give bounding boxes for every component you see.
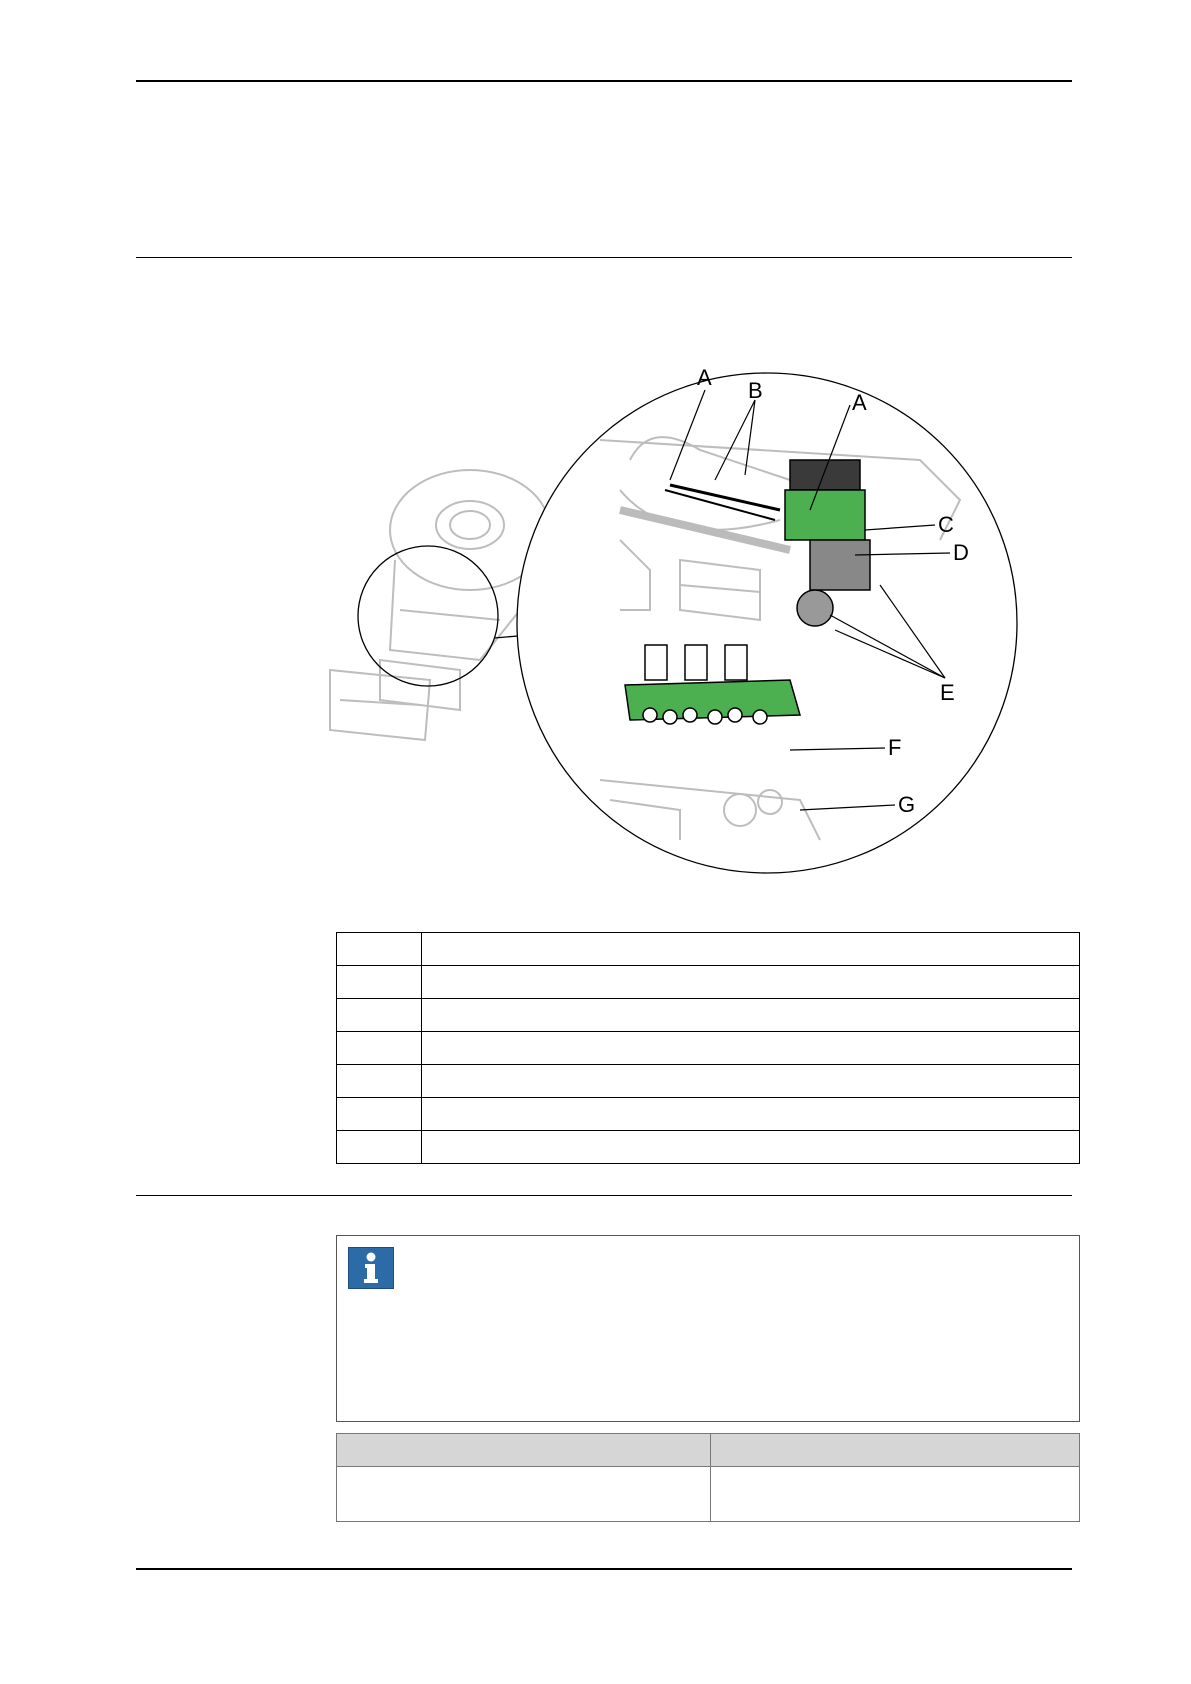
legend-key (337, 1032, 422, 1065)
callout-f: F (888, 735, 902, 760)
table-row (337, 933, 1080, 966)
info-icon (348, 1247, 394, 1289)
table-header-row (337, 1434, 1080, 1467)
column-header (711, 1434, 1080, 1467)
callout-g: G (898, 792, 916, 817)
spec-table (336, 1433, 1080, 1522)
legend-key (337, 1131, 422, 1164)
legend-key (337, 933, 422, 966)
exploded-view-illustration (320, 360, 1080, 890)
table-row (337, 966, 1080, 999)
section-rule (136, 257, 1072, 258)
callout-a2: A (852, 390, 867, 415)
callout-c: C (938, 512, 954, 537)
section-rule (136, 1195, 1072, 1196)
legend-text (422, 1065, 1080, 1098)
legend-key (337, 966, 422, 999)
legend-key (337, 1065, 422, 1098)
table-row (337, 999, 1080, 1032)
callout-a1: A (697, 365, 712, 390)
legend-text (422, 1131, 1080, 1164)
table-row (337, 1065, 1080, 1098)
table-row (337, 1131, 1080, 1164)
component-figure (320, 360, 1080, 890)
top-rule (136, 80, 1072, 82)
legend-text (422, 1032, 1080, 1065)
table-cell (711, 1467, 1080, 1522)
table-row (337, 1032, 1080, 1065)
legend-key (337, 999, 422, 1032)
callout-e: E (940, 680, 955, 705)
table-row (337, 1098, 1080, 1131)
detail-zoom-circle (517, 373, 1017, 873)
legend-key (337, 1098, 422, 1131)
callout-d: D (953, 540, 969, 565)
legend-text (422, 933, 1080, 966)
note-box (336, 1235, 1080, 1422)
footer-rule (136, 1568, 1072, 1570)
legend-text (422, 999, 1080, 1032)
column-header (337, 1434, 711, 1467)
table-row (337, 1467, 1080, 1522)
callout-b: B (748, 378, 763, 403)
table-cell (337, 1467, 711, 1522)
legend-text (422, 1098, 1080, 1131)
legend-text (422, 966, 1080, 999)
legend-table (336, 932, 1080, 1164)
